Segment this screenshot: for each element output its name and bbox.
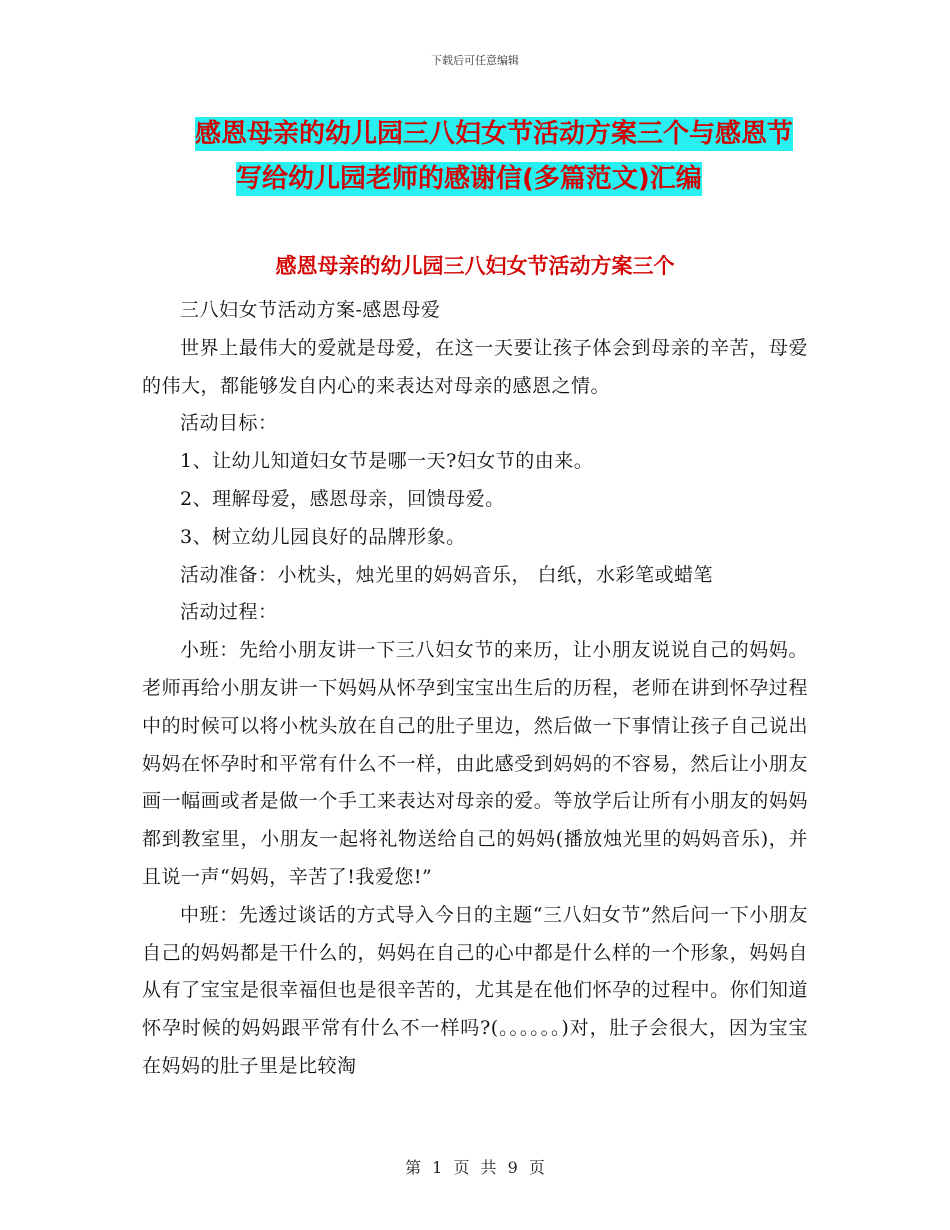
page-footer: 第 1 页 共 9 页 <box>405 1158 545 1177</box>
paragraph: 中班：先透过谈话的方式导入今日的主题“三八妇女节”然后问一下小朋友自己的妈妈都是干什么的，妈妈在自己的心中都是什么样的一个形象，妈妈自从有了宝宝是很幸福但也是很辛苦的，尤其是在他们怀孕的过程中。你们知道怀孕时候的妈妈跟平常有什么不一样吗?(。。。。。。)对，肚子会很大，因为宝宝在妈妈的肚子里是比较淘 <box>142 903 808 1077</box>
title-highlight-1: 感恩母亲的幼儿园三八妇女节活动方案三个与感恩节 <box>195 119 794 149</box>
paragraph: 活动准备：小枕头，烛光里的妈妈音乐， 白纸，水彩笔或蜡笔 <box>180 563 714 586</box>
paragraph: 世界上最伟大的爱就是母爱，在这一天要让孩子体会到母亲的辛苦，母爱的伟大，都能够发自内心的来表达对母亲的感恩之情。 <box>142 336 808 397</box>
header-note: 下载后可任意编辑 <box>431 54 519 67</box>
title-highlight-2: 写给幼儿园老师的感谢信(多篇范文)汇编 <box>236 164 702 194</box>
document-title-line-2 <box>0 158 950 195</box>
paragraph: 三八妇女节活动方案-感恩母爱 <box>180 299 441 321</box>
paragraph: 2、理解母爱，感恩母亲，回馈母爱。 <box>180 487 505 510</box>
paragraph: 小班：先给小朋友讲一下三八妇女节的来历，让小朋友说说自己的妈妈。老师再给小朋友讲一下妈妈从怀孕到宝宝出生后的历程，老师在讲到怀孕过程中的时候可以将小枕头放在自己的肚子里边，然后做一下事情让孩子自己说出妈妈在怀孕时和平常有什么不一样，由此感受到妈妈的不容易，然后让小朋友画一幅画或者是做一个手工来表达对母亲的爱。等放学后让所有小朋友的妈妈都到教室里，小朋友一起将礼物送给自己的妈妈(播放烛光里的妈妈音乐)，并且说一声“妈妈，辛苦了!我爱您!” <box>142 639 808 888</box>
section-heading: 感恩母亲的幼儿园三八妇女节活动方案三个 <box>275 254 675 278</box>
document-title-line-1 <box>0 113 950 150</box>
paragraph: 1、让幼儿知道妇女节是哪一天?妇女节的由来。 <box>180 450 594 473</box>
paragraph: 活动目标： <box>180 412 278 435</box>
paragraph: 活动过程： <box>180 601 278 624</box>
document-body <box>142 292 808 1086</box>
paragraph: 3、树立幼儿园良好的品牌形象。 <box>180 525 466 548</box>
